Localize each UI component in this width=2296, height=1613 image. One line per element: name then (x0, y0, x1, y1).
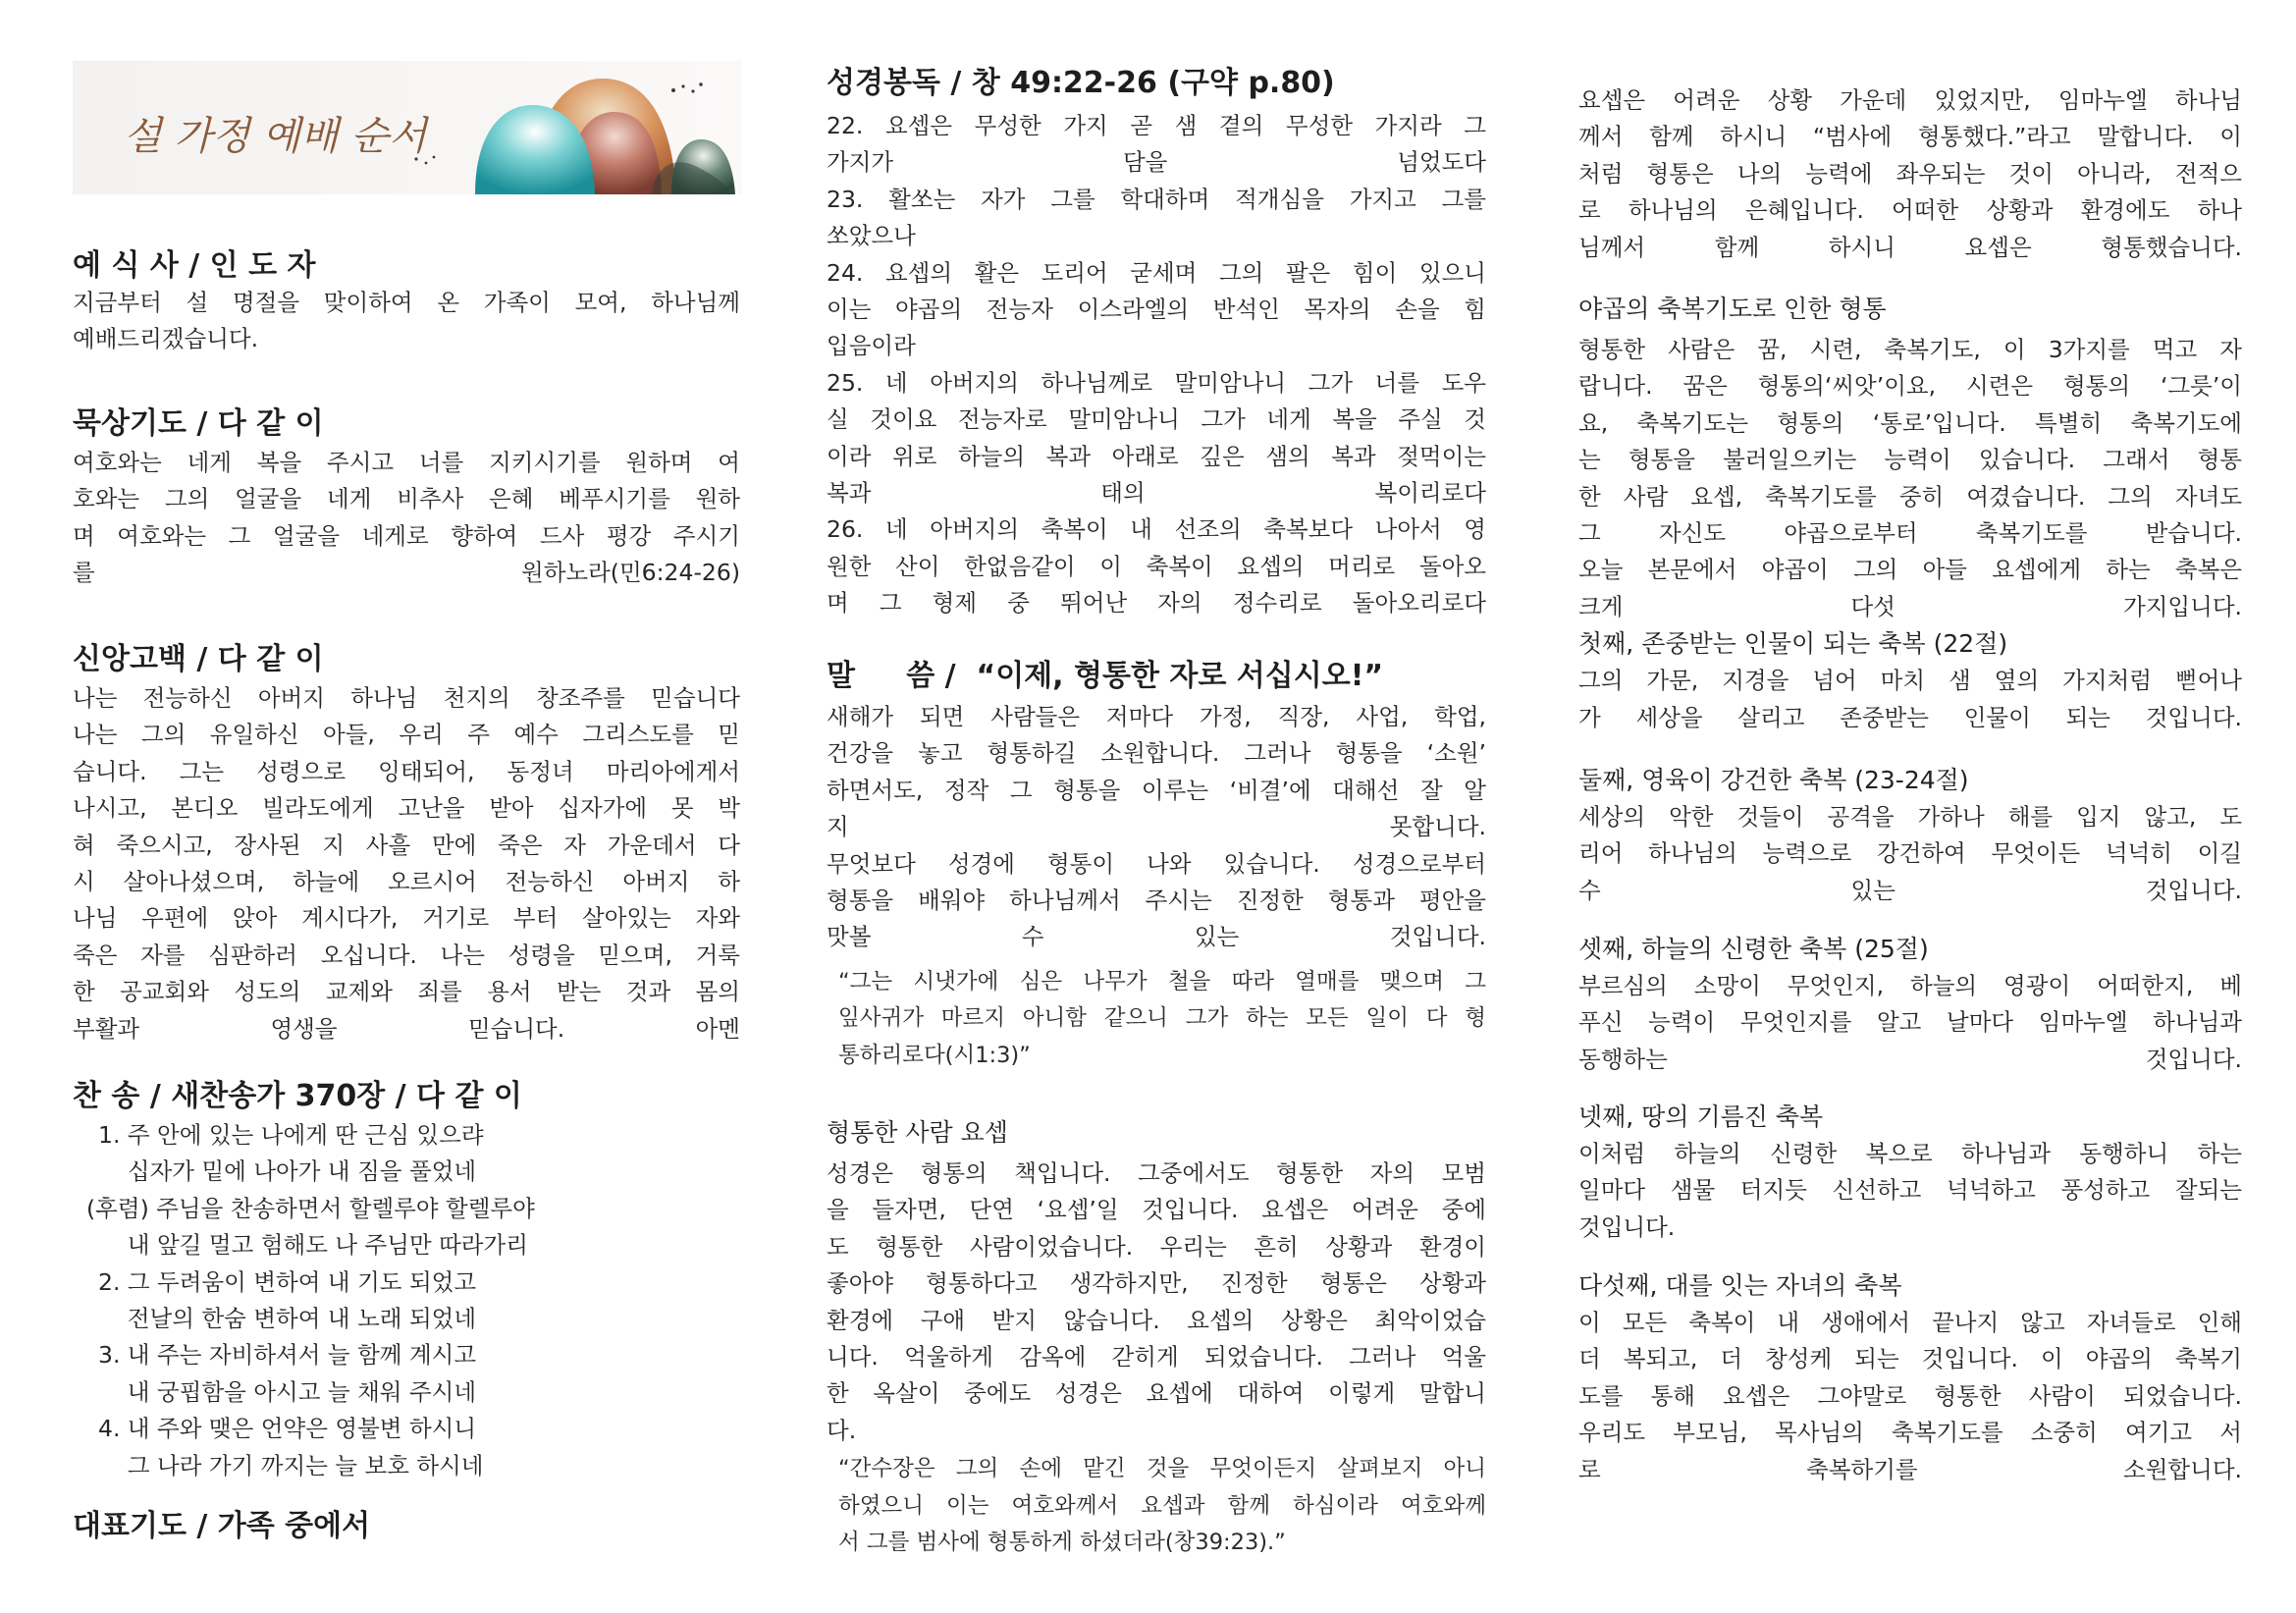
sermon-text (1578, 332, 2242, 625)
text-line: 새해가 되면 사람들은 저마다 가정, 직장, 사업, 학업, (827, 703, 1486, 730)
text-line: 도 형통한 사람이었습니다. 우리는 흔히 상황과 환경이 (827, 1232, 1486, 1261)
text-line: 이라 위로 하늘의 복과 아래로 깊은 샘의 복과 젖먹이는 (827, 442, 1486, 470)
text-line: 성경은 형통의 책입니다. 그중에서도 형통한 자의 모범 (827, 1159, 1486, 1187)
subsection-heading: 야곱의 축복기도로 인한 형통 (1578, 295, 1887, 323)
text-line: 호와는 그의 얼굴을 네게 비추사 은혜 베푸시기를 원하 (73, 485, 740, 513)
text-line: 지 못합니다. (827, 813, 1486, 841)
text-line: 26. 네 아버지의 축복이 내 선조의 축복보다 나아서 영 (827, 515, 1486, 544)
text-line: 나는 그의 유일하신 아들, 우리 주 예수 그리스도를 믿 (73, 721, 740, 749)
hymn-lyrics (73, 1117, 740, 1484)
text-line: 며 여호와는 그 얼굴을 네게로 향하여 드사 평강 주시기 (73, 521, 740, 550)
text-line: 한 사람 요셉, 축복기도를 중히 여겼습니다. 그의 자녀도 (1578, 482, 2242, 511)
text-line: 요셉은 어려운 상황 가운데 있었지만, 임마누엘 하나님 (1578, 86, 2242, 114)
text-line: 요, 축복기도는 형통의 ‘통로’입니다. 특별히 축복기도에 (1578, 408, 2242, 437)
sermon-text (1578, 1136, 2242, 1246)
text-line: 25. 네 아버지의 하나님께로 말미암나니 그가 너를 도우 (827, 368, 1486, 397)
subsection-heading: 둘째, 영육이 강건한 축복 (23-24절) (1578, 766, 1969, 794)
text-line: 더 복되고, 더 창성케 되는 것입니다. 이 야곱의 축복기 (1578, 1345, 2242, 1373)
hymn-line: 2. 그 두려움이 변하여 내 기도 되었고 (98, 1267, 477, 1296)
section-heading: 성경봉독 / 창 49:22-26 (구약 p.80) (827, 66, 1335, 100)
text-line: 죽은 자를 심판하러 오십니다. 나는 성령을 믿으며, 거룩 (73, 941, 740, 969)
text-line: 좋아야 형통하다고 생각하지만, 진정한 형통은 상황과 (827, 1269, 1486, 1298)
text-line: 며 그 형제 중 뛰어난 자의 정수리로 돌아오리로다 (827, 589, 1486, 618)
sermon-text (827, 699, 1486, 956)
text-line: 것입니다. (1578, 1212, 1676, 1241)
text-line: 하였으니 이는 여호와께서 요셉과 함께 하심이라 여호와께 (838, 1492, 1486, 1519)
text-line: 복과 태의 복이리로다 (827, 479, 1486, 508)
section-heading: 말 씀 / “이제, 형통한 자로 서십시오!” (827, 659, 1384, 693)
text-line: 나시고, 본디오 빌라도에게 고난을 받아 십자가에 못 박 (73, 794, 740, 823)
text-line: 을 들자면, 단연 ‘요셉’일 것입니다. 요셉은 어려운 중에 (827, 1196, 1486, 1224)
subsection-heading: 첫째, 존중받는 인물이 되는 축복 (22절) (1578, 629, 2008, 659)
text-line: 원한 산이 한없음같이 이 축복이 요셉의 머리로 돌아오 (827, 552, 1486, 580)
text-line: 리어 하나님의 능력으로 강건하여 무엇이든 넉넉히 이길 (1578, 839, 2242, 868)
text-line: 지금부터 설 명절을 맞이하여 온 가족이 모여, 하나님께 (73, 289, 740, 316)
hymn-line: 4. 내 주와 맺은 언약은 영불변 하시니 (98, 1415, 477, 1443)
text-line: 나님 우편에 앉아 계시다가, 거기로 부터 살아있는 자와 (73, 904, 740, 933)
text-line: 부르심의 소망이 무엇인지, 하늘의 영광이 어떠한지, 베 (1578, 972, 2242, 999)
scripture-quote (827, 1451, 1486, 1561)
text-line: 혀 죽으시고, 장사된 지 사흘 만에 죽은 자 가운데서 다 (73, 831, 740, 859)
text-line: 께서 함께 하시니 “범사에 형통했다.”라고 말합니다. 이 (1578, 123, 2242, 151)
section-heading: 신앙고백 / 다 같 이 (73, 642, 324, 676)
sermon-text (1578, 1305, 2242, 1488)
text-line: 이처럼 하늘의 신령한 복으로 하나님과 동행하니 하는 (1578, 1140, 2242, 1167)
header-banner (73, 61, 742, 194)
text-line: 서 그를 범사에 형통하게 하셨더라(창39:23).” (838, 1530, 1286, 1556)
text-line: 한 옥살이 중에도 성경은 요셉에 대하여 이렇게 말합니 (827, 1379, 1486, 1408)
text-line: 한 공교회와 성도의 교제와 죄를 용서 받는 것과 몸의 (73, 978, 740, 1006)
text-line: 도를 통해 요셉은 그야말로 형통한 사람이 되었습니다. (1578, 1381, 2242, 1410)
text-line: 오늘 본문에서 야곱이 그의 아들 요셉에게 하는 축복은 (1578, 556, 2242, 584)
text-line: 그의 가문, 지경을 넘어 마치 샘 옆의 가지처럼 뻗어나 (1578, 667, 2242, 695)
text-line: 건강을 놓고 형통하길 소원합니다. 그러나 형통을 ‘소원’ (827, 739, 1486, 768)
hymn-line: 전날의 한숨 변하여 내 노래 되었네 (98, 1305, 477, 1333)
text-line: 습니다. 그는 성령으로 잉태되어, 동정녀 마리아에게서 (73, 757, 740, 785)
text-line: 푸신 능력이 무엇인지를 알고 날마다 임마누엘 하나님과 (1578, 1008, 2242, 1037)
text-line: 형통을 배워야 하나님께서 주시는 진정한 형통과 평안을 (827, 887, 1486, 915)
section-heading: 찬 송 / 새찬송가 370장 / 다 같 이 (73, 1079, 522, 1113)
text-line: 일마다 샘물 터지듯 신선하고 넉넉하고 풍성하고 잘되는 (1578, 1176, 2242, 1205)
banner-art (73, 61, 742, 194)
sermon-text (1578, 799, 2242, 909)
text-line: 가지가 담을 넘었도다 (827, 148, 1486, 177)
text-line: 세상의 악한 것들이 공격을 가하나 해를 입지 않고, 도 (1578, 803, 2242, 831)
text-line: 이 모든 축복이 내 생애에서 끝나지 않고 자녀들로 인해 (1578, 1309, 2242, 1336)
text-line: 나는 전능하신 아버지 하나님 천지의 창조주를 믿습니다 (73, 684, 740, 712)
text-line: 는 형통을 불러일으키는 능력이 있습니다. 그래서 형통 (1578, 446, 2242, 474)
section-text (73, 445, 740, 592)
text-line: 랍니다. 꿈은 형통의‘씨앗’이요, 시련은 형통의 ‘그릇’이 (1578, 372, 2242, 401)
text-line: 부활과 영생을 믿습니다. 아멘 (73, 1014, 740, 1043)
text-line: 환경에 구애 받지 않습니다. 요셉의 상황은 최악이었습 (827, 1306, 1486, 1334)
sermon-text (1578, 82, 2242, 266)
text-line: 무엇보다 성경에 형통이 나와 있습니다. 성경으로부터 (827, 849, 1486, 878)
text-line: 이는 야곱의 전능자 이스라엘의 반석인 목자의 손을 힘 (827, 296, 1486, 324)
section-text (73, 680, 740, 1048)
text-line: 다. (827, 1416, 857, 1444)
hymn-line: 내 궁핍함을 아시고 늘 채워 주시네 (98, 1377, 477, 1406)
section-heading: 묵상기도 / 다 같 이 (73, 406, 324, 441)
sermon-text (827, 1156, 1486, 1449)
text-line: 맛볼 수 있는 것입니다. (827, 923, 1486, 951)
scripture-quote (827, 964, 1486, 1074)
text-line: “그는 시냇가에 심은 나무가 철을 따라 열매를 맺으며 그 (838, 968, 1486, 995)
hymn-line: 내 앞길 멀고 험해도 나 주님만 따라가리 (98, 1231, 528, 1260)
text-line: 를 원하노라(민6:24-26) (73, 559, 740, 587)
text-line: 실 것이요 전능자로 말미암나니 그가 네게 복을 주실 것 (827, 405, 1486, 434)
scripture-text (827, 108, 1486, 622)
hymn-line: (후렴) 주님을 찬송하면서 할렐루야 할렐루야 (86, 1194, 535, 1222)
text-line: 형통한 사람은 꿈, 시련, 축복기도, 이 3가지를 먹고 자 (1578, 336, 2242, 363)
text-line: 그 자신도 야곱으로부터 축복기도를 받습니다. (1578, 519, 2242, 548)
text-line: 크게 다섯 가지입니다. (1578, 592, 2242, 620)
text-line: 하면서도, 정작 그 형통을 이루는 ‘비결’에 대해선 잘 알 (827, 776, 1486, 804)
text-line: 로 축복하기를 소원합니다. (1578, 1455, 2242, 1483)
text-line: 쏘았으나 (827, 222, 916, 250)
sermon-text (1578, 968, 2242, 1078)
text-line: 가 세상을 살리고 존중받는 인물이 되는 것입니다. (1578, 703, 2242, 731)
text-line: 동행하는 것입니다. (1578, 1045, 2242, 1073)
text-line: 24. 요셉의 활은 도리어 굳세며 그의 팔은 힘이 있으니 (827, 258, 1486, 287)
text-line: 입음이라 (827, 332, 916, 360)
text-line: 예배드리겠습니다. (73, 325, 259, 353)
hymn-line: 3. 내 주는 자비하셔서 늘 함께 계시고 (98, 1341, 477, 1370)
text-line: 니다. 억울하게 감옥에 갇히게 되었습니다. 그러나 억울 (827, 1343, 1486, 1371)
text-line: “간수장은 그의 손에 맡긴 것을 무엇이든지 살펴보지 아니 (838, 1456, 1486, 1482)
hymn-line: 1. 주 안에 있는 나에게 딴 근심 있으랴 (98, 1121, 484, 1149)
text-line: 통하리로다(시1:3)” (838, 1042, 1031, 1068)
subsection-heading: 넷째, 땅의 기름진 축복 (1578, 1102, 1824, 1131)
section-heading: 예 식 사 / 인 도 자 (73, 248, 316, 283)
section-heading: 대표기도 / 가족 중에서 (73, 1509, 371, 1543)
section-text (73, 285, 740, 358)
subsection-heading: 다섯째, 대를 잇는 자녀의 축복 (1578, 1271, 1902, 1300)
text-line: 수 있는 것입니다. (1578, 876, 2242, 904)
text-line: 잎사귀가 마르지 아니함 같으니 그가 하는 모든 일이 다 형 (838, 1005, 1486, 1032)
text-line: 님께서 함께 하시니 요셉은 형통했습니다. (1578, 233, 2242, 261)
banner-title: 설 가정 예배 순서 (124, 114, 427, 159)
text-line: 여호와는 네게 복을 주시고 너를 지키시기를 원하며 여 (73, 449, 740, 476)
text-line: 우리도 부모님, 목사님의 축복기도를 소중히 여기고 서 (1578, 1419, 2242, 1447)
subsection-heading: 형통한 사람 요셉 (827, 1118, 1008, 1147)
sermon-text (1578, 663, 2242, 736)
hymn-line: 그 나라 가기 까지는 늘 보호 하시네 (98, 1451, 484, 1479)
text-line: 시 살아나셨으며, 하늘에 오르시어 전능하신 아버지 하 (73, 868, 740, 896)
hymn-line: 십자가 밑에 나아가 내 짐을 풀었네 (98, 1157, 477, 1186)
text-line: 23. 활쏘는 자가 그를 학대하며 적개심을 가지고 그를 (827, 185, 1486, 213)
text-line: 처럼 형통은 나의 능력에 좌우되는 것이 아니라, 전적으 (1578, 159, 2242, 188)
text-line: 22. 요셉은 무성한 가지 곧 샘 곁의 무성한 가지라 그 (827, 112, 1486, 139)
subsection-heading: 셋째, 하늘의 신령한 축복 (25절) (1578, 935, 1929, 963)
text-line: 로 하나님의 은혜입니다. 어떠한 상황과 환경에도 하나 (1578, 196, 2242, 225)
